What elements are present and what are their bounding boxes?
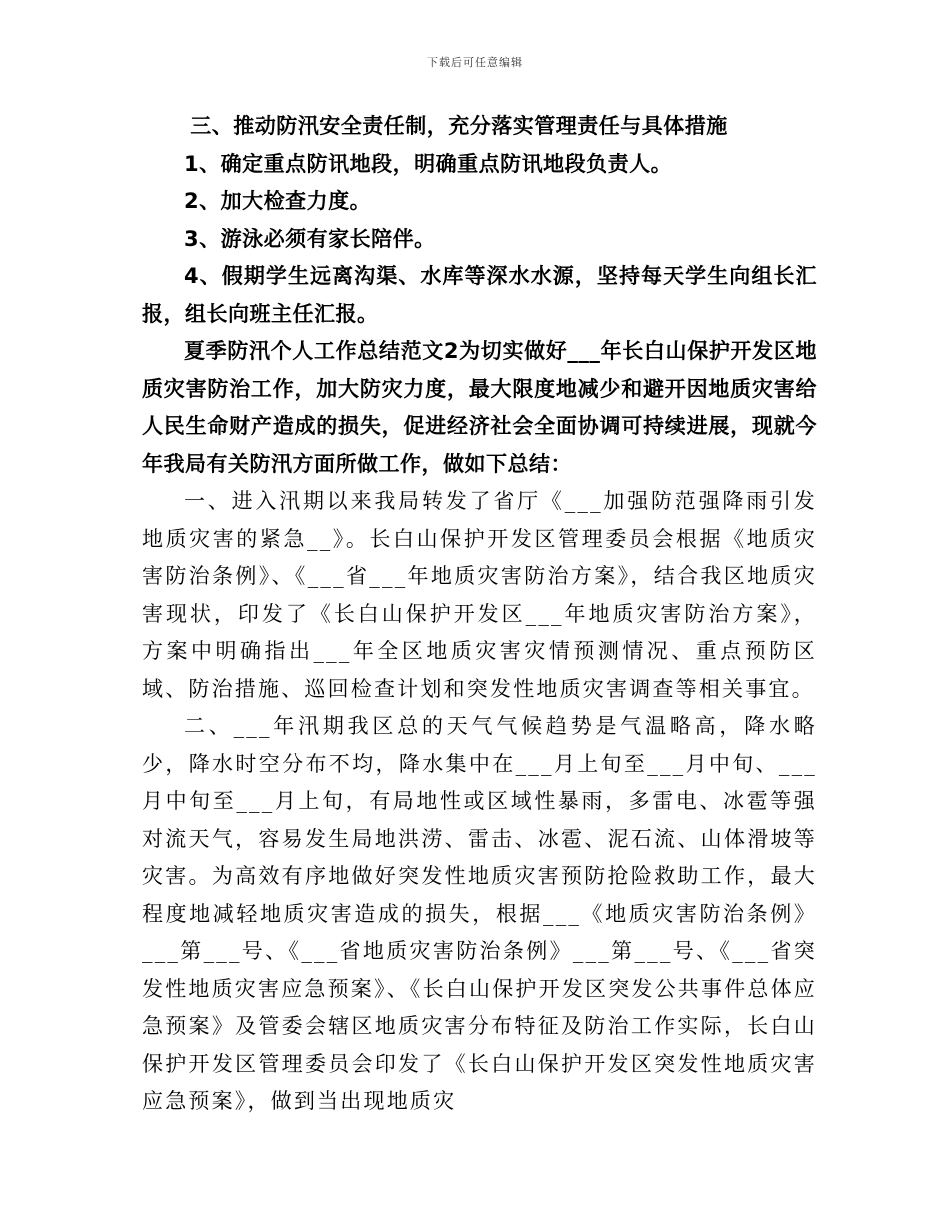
paragraph-1: 一、进入汛期以来我局转发了省厅《___加强防范强降雨引发地质灾害的紧急__》。长白山保护开发区管理委员会根据《地质灾害防治条例》、《___省___年地质灾害防治方案》，结合我区地质灾害现状，印发了《长白山保护开发区___年地质灾害防治方案》，方案中明确指出___年全区地质灾害灾情预测情况、重点预防区域、防治措施、巡回检查计划和突发性地质灾害调查等相关事宜。 [142, 489, 817, 701]
paragraph-2: 二、___年汛期我区总的天气气候趋势是气温略高，降水略少，降水时空分布不均，降水集中在___月上旬至___月中旬、___月中旬至___月上旬，有局地性或区域性暴雨，多雷电、冰雹等强对流天气，容易发生局地洪涝、雷击、冰雹、泥石流、山体滑坡等灾害。为高效有序地做好突发性地质灾害预防抢险救助工作，最大程度地减轻地质灾害造成的损失，根据___《地质灾害防治条例》___第___号、《___省地质灾害防治条例》___第___号、《___省突发性地质灾害应急预案》、《长白山保护开发区突发公共事件总体应急预案》及管委会辖区地质灾害分布特征及防治工作实际，长白山保护开发区管理委员会印发了《长白山保护开发区突发性地质灾害应急预案》，做到当出现地质灾 [142, 714, 817, 1113]
document-body [142, 108, 817, 1121]
section-heading: 三、推动防汛安全责任制，充分落实管理责任与具体措施 [190, 114, 728, 138]
list-item: 3、游泳必须有家长陪伴。 [184, 226, 436, 251]
intro-paragraph: 夏季防汛个人工作总结范文2为切实做好___年长白山保护开发区地质灾害防治工作，加大防灾力度，最大限度地减少和避开因地质灾害给人民生命财产造成的损失，促进经济社会全面协调可持续进展，现就今年我局有关防汛方面所做工作，做如下总结： [142, 339, 817, 476]
list-item: 4、假期学生远离沟渠、水库等深水水源，坚持每天学生向组长汇报，组长向班主任汇报。 [142, 264, 817, 326]
header-note: 下载后可任意编辑 [427, 56, 523, 69]
list-item: 1、确定重点防讯地段，明确重点防讯地段负责人。 [184, 151, 673, 176]
list-item: 2、加大检查力度。 [184, 189, 372, 213]
